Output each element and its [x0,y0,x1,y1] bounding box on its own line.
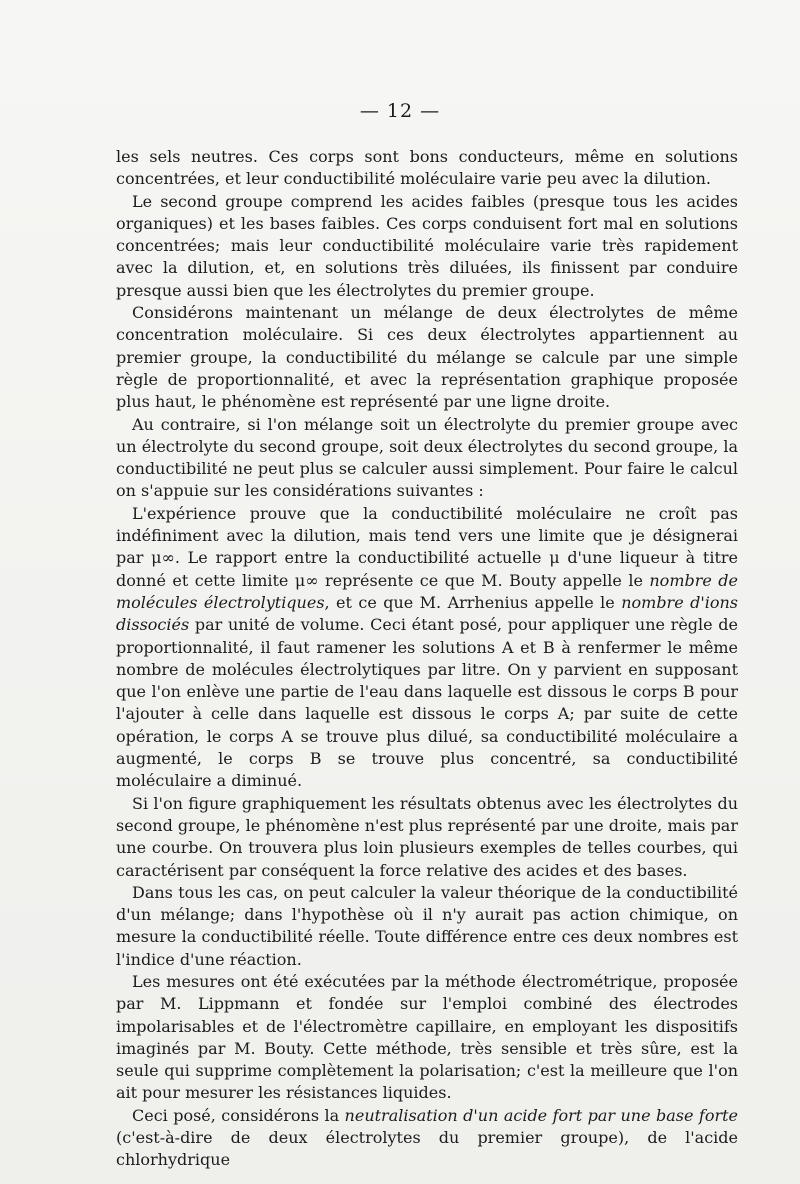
paragraph: Le second groupe comprend les acides faibles (presque tous les acides organiques) et les bases faibles. Ces corps conduisent fort mal en solutions concentrées; mais leur conductibilité moléculaire varie très rapidement avec la dilution, et, en solutions très diluées, ils finissent par conduire presque aussi bien que les électrolytes du premier groupe. [116,191,738,300]
italic-term: nombre d'ions dissociés [116,592,739,635]
paragraph: les sels neutres. Ces corps sont bons conducteurs, même en solutions concentrées, et leur conductibilité moléculaire varie peu avec la dilution. [116,147,738,189]
paragraph [116,1105,738,1172]
paragraph: Au contraire, si l'on mélange soit un électrolyte du premier groupe avec un électrolyte du second groupe, soit deux électrolytes du second groupe, la conductibilité ne peut plus se calculer aussi simplement. Pour faire le calcul on s'appuie sur les considérations suivantes : [116,414,738,501]
italic-term: nombre de molécules électrolytiques [116,570,739,612]
paragraph [116,503,738,793]
paragraph: Si l'on figure graphiquement les résultats obtenus avec les électrolytes du second groupe, le phénomène n'est plus représenté par une droite, mais par une courbe. On trouvera plus loin plusieurs exemples de telles courbes, qui caractérisent par conséquent la force relative des acides et des bases. [116,793,738,880]
paragraph-text: L'expérience prouve que la conductibilité moléculaire ne croît pas indéfiniment avec la dilution, mais tend vers une limite que je désignerai par μ∞. Le rapport entre la conductibilité actuelle μ d'une liqueur à titre donné et cette limite μ∞ représente ce que M. Bouty appelle le [116,503,738,590]
paragraph-text: par unité de volume. Ceci étant posé, pour appliquer une règle de proportionnalité, il faut ramener les solutions A et B à renfermer le même nombre de molécules électrolytiques par litre. On y parvient en supposant que l'on enlève une partie de l'eau dans laquelle est dissous le corps B pour l'ajouter à celle dans laquelle est dissous le corps A; par suite de cette opération, le corps A se trouve plus dilué, sa conductibilité moléculaire a augmenté, le corps B se trouve plus concentré, sa conductibilité moléculaire a diminué. [116,615,738,791]
paragraph: Les mesures ont été exécutées par la méthode électrométrique, proposée par M. Lippmann et fondée sur l'emploi combiné des électrodes impolarisables et de l'électromètre capillaire, en employant les dispositifs imaginés par M. Bouty. Cette méthode, très sensible et très sûre, est la seule qui supprime complètement la polarisation; c'est la meilleure que l'on ait pour mesurer les résistances liquides. [116,971,738,1103]
paragraph: Considérons maintenant un mélange de deux électrolytes de même concentration moléculaire. Si ces deux électrolytes appartiennent au premier groupe, la conductibilité du mélange se calcule par une simple règle de proportionnalité, et avec la représentation graphique proposée plus haut, le phénomène est représenté par une ligne droite. [116,303,738,412]
italic-term: neutralisation d'un acide fort par une base forte [344,1105,738,1125]
paragraph-text: Ceci posé, considérons la [132,1105,345,1125]
paragraph-text: , et ce que M. Arrhenius appelle le [324,592,622,612]
paragraph-text: (c'est-à-dire de deux électrolytes du premier groupe), de l'acide chlorhydrique [116,1128,738,1170]
paragraph: Dans tous les cas, on peut calculer la valeur théorique de la conductibilité d'un mélange; dans l'hypothèse où il n'y aurait pas action chimique, on mesure la conductibilité réelle. Toute différence entre ces deux nombres est l'indice d'une réaction. [116,882,738,969]
page-number: — 12 — [359,100,441,122]
body-text [116,146,738,1172]
